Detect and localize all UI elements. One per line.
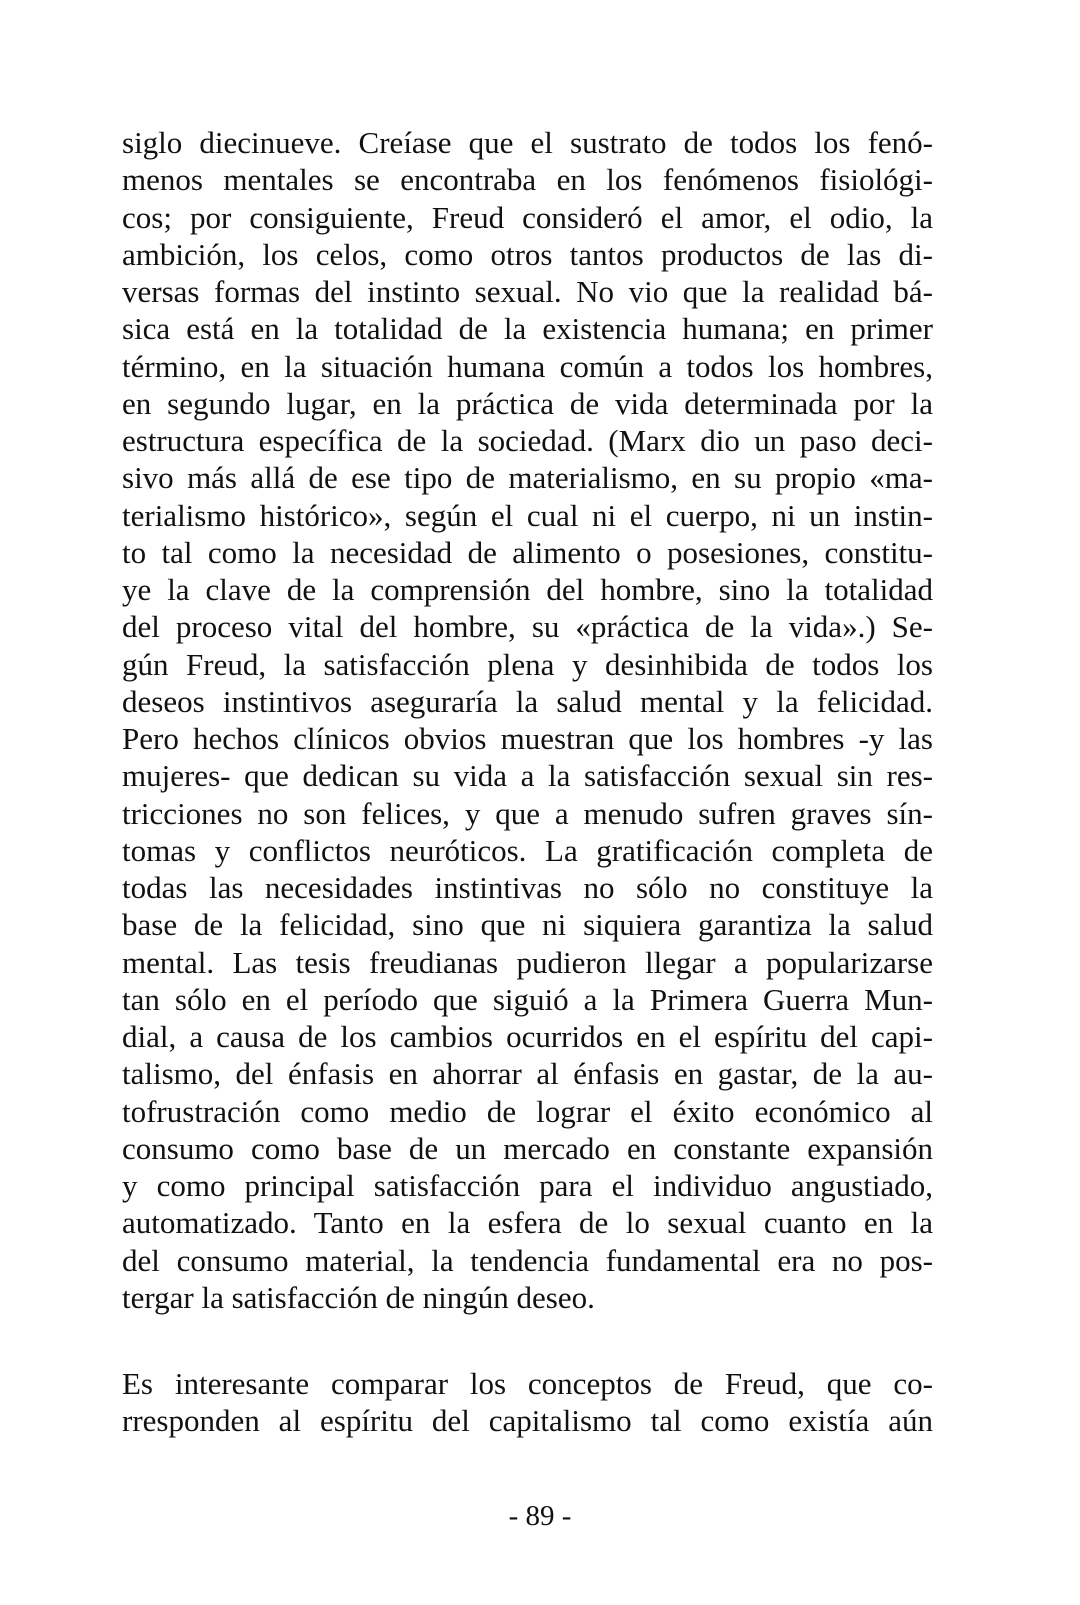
text-line: siglo diecinueve. Creíase que el sustrato de todos los fenó-	[122, 125, 933, 160]
text-line: en segundo lugar, en la práctica de vida determinada por la	[122, 385, 933, 421]
text-line: tan sólo en el período que siguió a la Primera Guerra Mun-	[122, 981, 933, 1017]
body-paragraph-1	[122, 124, 933, 1316]
text-line: tricciones no son felices, y que a menudo sufren graves sín-	[122, 795, 933, 831]
text-line: ye la clave de la comprensión del hombre, sino la totalidad	[122, 572, 933, 607]
text-line: terialismo histórico», según el cual ni el cuerpo, ni un instin-	[122, 497, 933, 533]
text-line: ambición, los celos, como otros tantos productos de las di-	[122, 236, 933, 272]
text-line: y como principal satisfacción para el individuo angustiado,	[122, 1168, 933, 1203]
text-line: to tal como la necesidad de alimento o posesiones, constitu-	[122, 534, 933, 570]
text-line: versas formas del instinto sexual. No vio que la realidad bá-	[122, 274, 933, 309]
text-line: todas las necesidades instintivas no sólo no constituye la	[122, 870, 933, 905]
text-line: sivo más allá de ese tipo de materialismo, en su propio «ma-	[122, 460, 933, 496]
text-line: mental. Las tesis freudianas pudieron llegar a popularizarse	[122, 944, 933, 980]
text-line: dial, a causa de los cambios ocurridos en el espíritu del capi-	[122, 1019, 933, 1054]
text-line: consumo como base de un mercado en constante expansión	[122, 1130, 933, 1166]
body-paragraph-2	[122, 1365, 933, 1440]
text-line: rresponden al espíritu del capitalismo tal como existía aún	[122, 1403, 933, 1439]
text-line: tergar la satisfacción de ningún deseo.	[122, 1279, 595, 1315]
text-line: deseos instintivos aseguraría la salud mental y la felicidad.	[122, 683, 933, 719]
text-line: automatizado. Tanto en la esfera de lo sexual cuanto en la	[122, 1205, 933, 1241]
text-line: término, en la situación humana común a todos los hombres,	[122, 348, 933, 384]
text-line: Es interesante comparar los conceptos de Freud, que co-	[122, 1366, 933, 1401]
text-line: tofrustración como medio de lograr el éxito económico al	[122, 1093, 933, 1129]
page-number: - 89 -	[508, 1500, 572, 1532]
text-line: cos; por consiguiente, Freud consideró el amor, el odio, la	[122, 199, 933, 235]
text-line: estructura específica de la sociedad. (Marx dio un paso deci-	[122, 423, 933, 458]
text-line: gún Freud, la satisfacción plena y desinhibida de todos los	[122, 646, 933, 682]
text-line: tomas y conflictos neuróticos. La gratificación completa de	[122, 832, 933, 868]
text-line: menos mentales se encontraba en los fenómenos fisiológi-	[122, 162, 933, 198]
text-line: talismo, del énfasis en ahorrar al énfasis en gastar, de la au-	[122, 1056, 933, 1092]
text-line: base de la felicidad, sino que ni siquiera garantiza la salud	[122, 907, 933, 943]
text-line: mujeres- que dedican su vida a la satisfacción sexual sin res-	[122, 758, 933, 794]
text-line: del consumo material, la tendencia fundamental era no pos-	[122, 1242, 933, 1278]
text-line: sica está en la totalidad de la existencia humana; en primer	[122, 311, 933, 347]
text-line: Pero hechos clínicos obvios muestran que los hombres -y las	[122, 721, 933, 756]
text-line: del proceso vital del hombre, su «práctica de la vida».) Se-	[122, 609, 933, 645]
